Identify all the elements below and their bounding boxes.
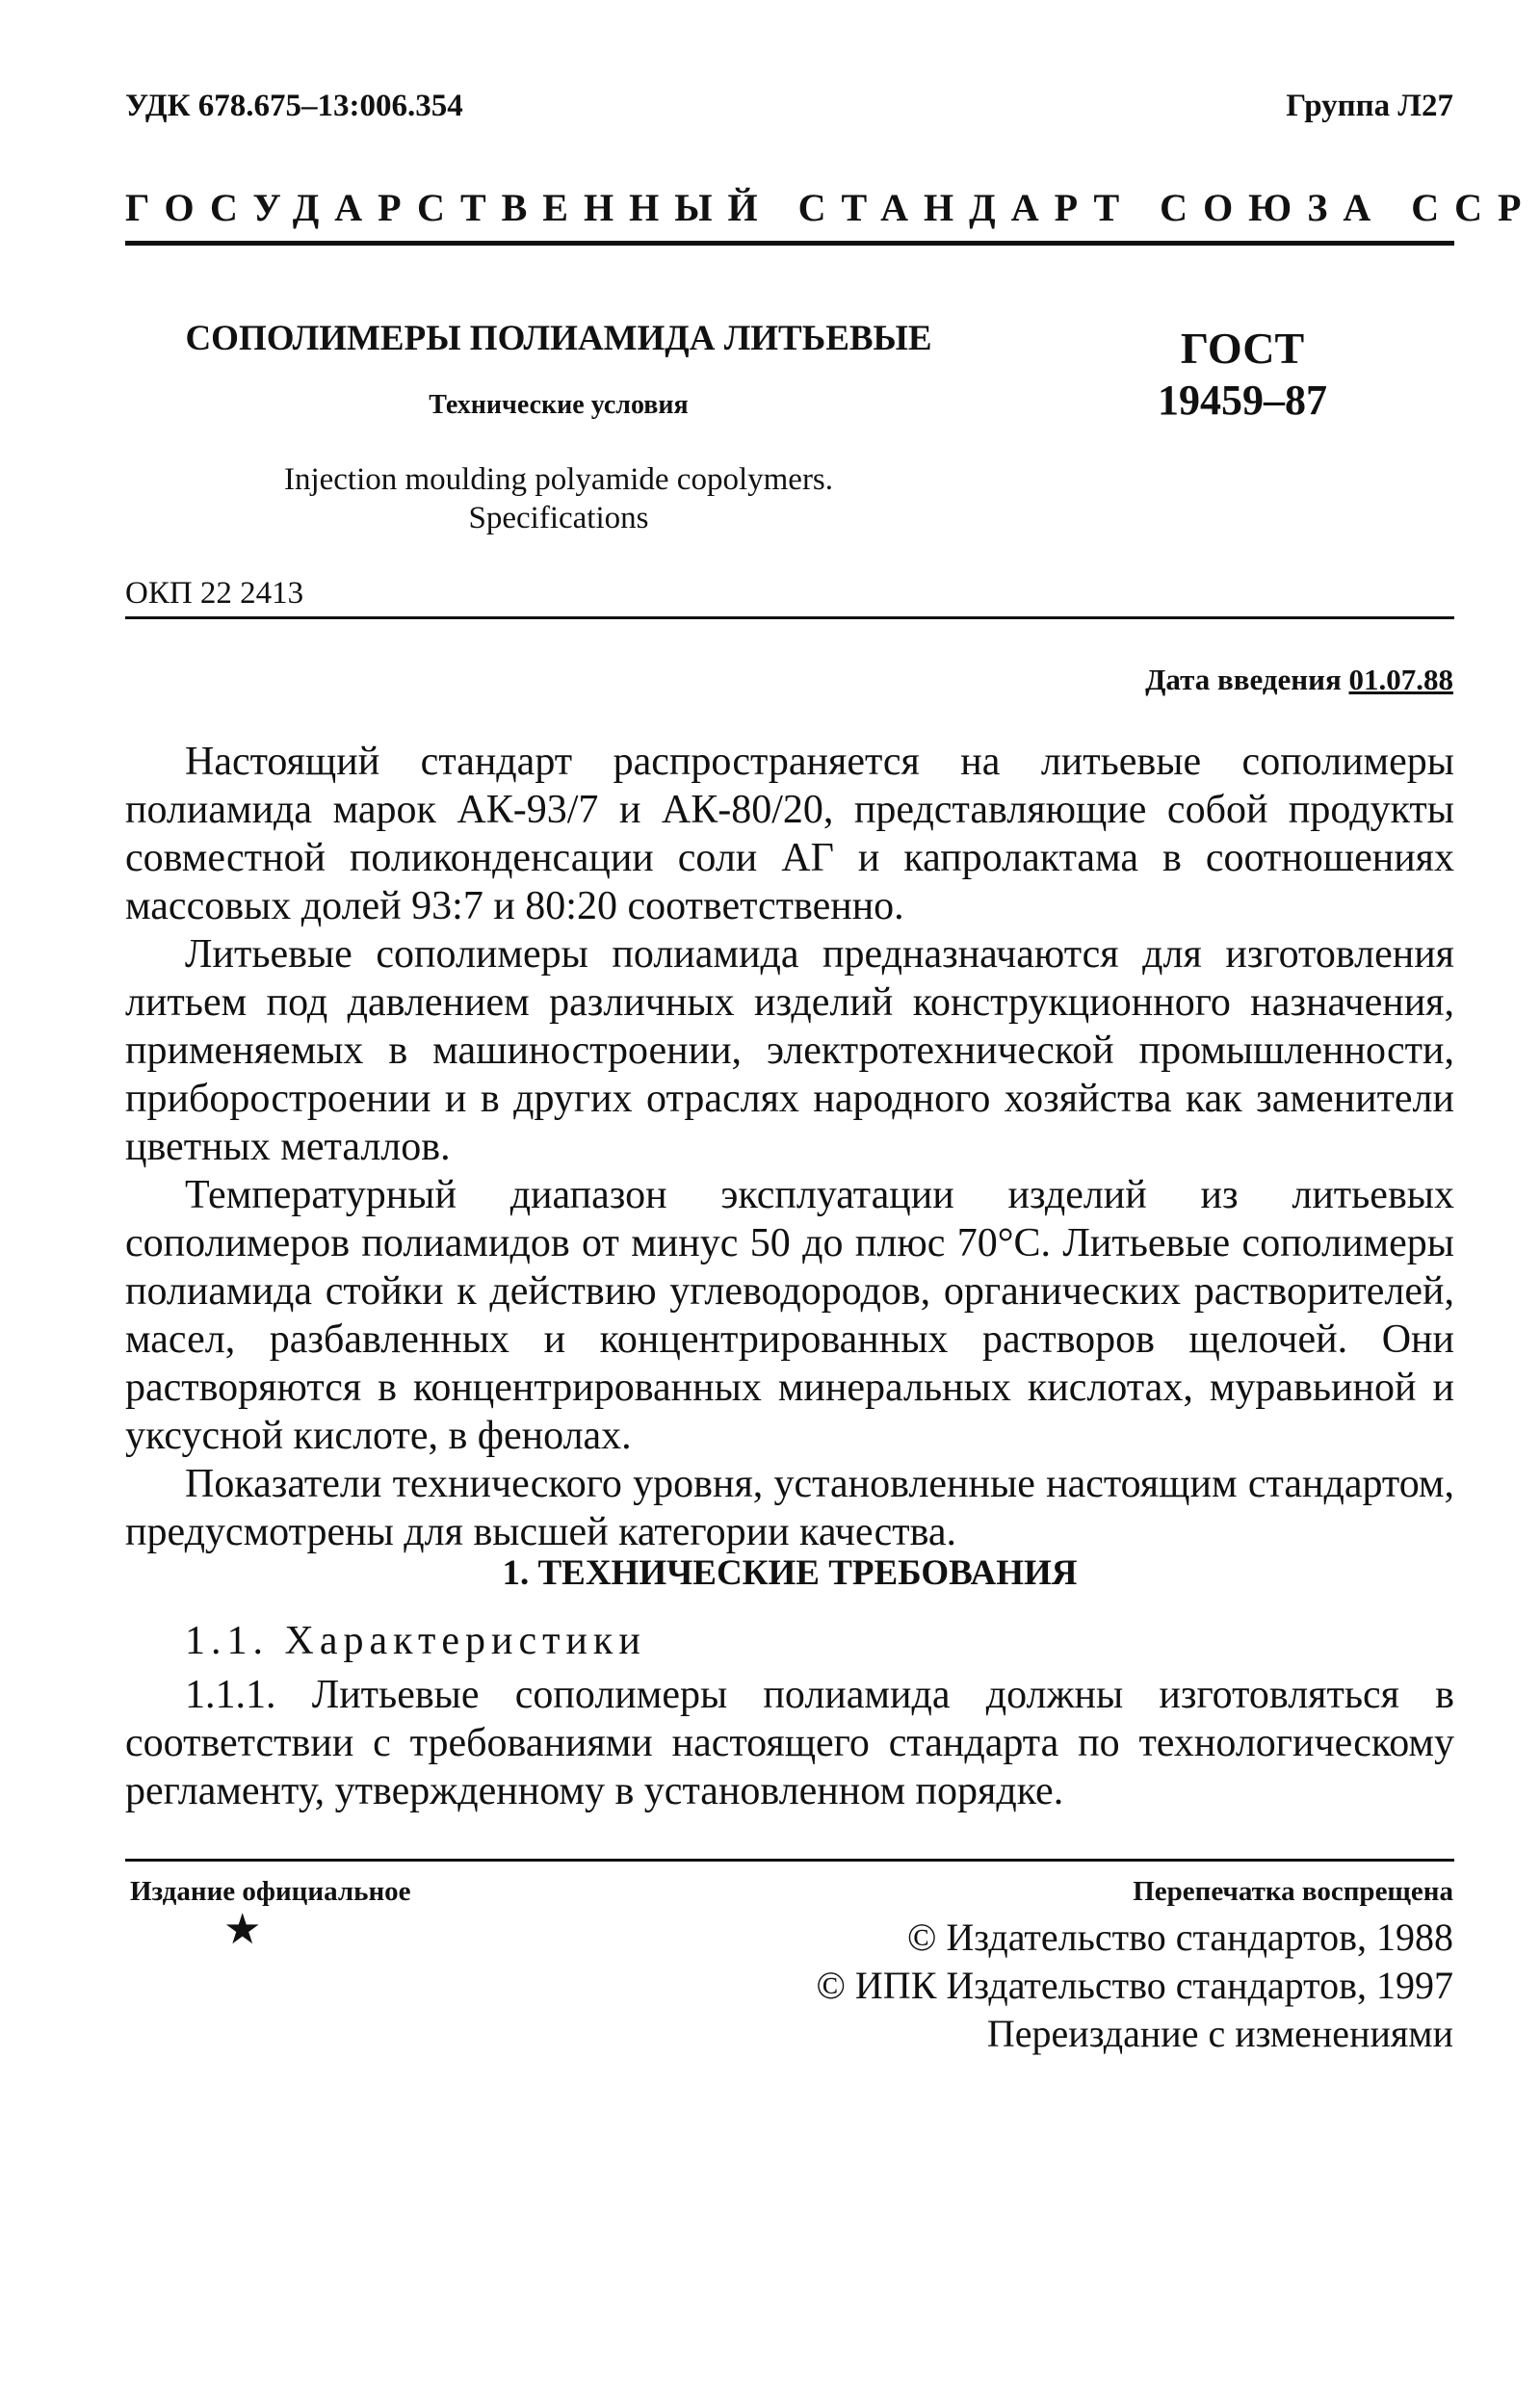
gost-number: 19459–87: [1158, 377, 1327, 424]
paragraph-purpose: Литьевые сополимеры полиамида предназначаются для изготовления литьем под давлением различных изделий конструкционного назначения, применяемых в машиностроении, электротехнической промышленности, приборостроении и в других отраслях народного хозяйства как заменители цветных металлов.: [125, 932, 1454, 1169]
english-title-line2: Specifications: [468, 501, 649, 535]
paragraph-scope: Настоящий стандарт распространяется на литьевые сополимеры полиамида марок АК-93/7 и АК-80/20, представляющие собой продукты совместной поликонденсации соли АГ и капролактама в соотношениях массовых долей 93:7 и 80:20 соответственно.: [125, 740, 1454, 928]
okp-code: ОКП 22 2413: [125, 576, 304, 611]
reissue-note: Переиздание с изменениями: [986, 2012, 1453, 2055]
section-body: [125, 1671, 1454, 1815]
header-rule: [125, 241, 1454, 246]
reprint-prohibited: Перепечатка воспрещена: [1133, 1876, 1453, 1907]
document-title: СОПОЛИМЕРЫ ПОЛИАМИДА ЛИТЬЕВЫЕ: [185, 319, 932, 358]
paragraph-quality: Показатели технического уровня, установленные настоящим стандартом, предусмотрены для высшей категории качества.: [125, 1462, 1454, 1554]
introduction-date: [1145, 663, 1453, 697]
body-text: [125, 738, 1454, 1556]
introduction-date-value: 01.07.88: [1348, 663, 1453, 696]
group-code: Группа Л27: [1286, 89, 1453, 123]
star-icon: ★: [223, 1906, 262, 1953]
okp-rule: [125, 616, 1454, 619]
copyright-1988: © Издательство стандартов, 1988: [906, 1916, 1453, 1959]
paragraph-temperature: Температурный диапазон эксплуатации изделий из литьевых сополимеров полиамидов от минус 50 до плюс 70°С. Литьевые сополимеры полиамида стойки к действию углеводородов, органических растворителей, масел, разбавленных и концентрированных растворов щелочей. Они растворяются в концентрированных минеральных кислотах, муравьиной и уксусной кислоте, в фенолах.: [125, 1173, 1454, 1458]
introduction-date-label: Дата введения: [1145, 663, 1342, 696]
subsection-heading: 1.1. Характеристики: [185, 1619, 646, 1663]
state-standard-heading: ГОСУДАРСТВЕННЫЙ СТАНДАРТ СОЮЗА ССР: [125, 186, 1537, 229]
copyright-1997: © ИПК Издательство стандартов, 1997: [816, 1964, 1453, 2007]
paragraph-1-1-1: 1.1.1. Литьевые сополимеры полиамида должны изготовляться в соответствии с требованиями настоящего стандарта по технологическому регламенту, утвержденному в установленном порядке.: [125, 1673, 1454, 1813]
footer-rule: [125, 1859, 1454, 1862]
udk-code: УДК 678.675–13:006.354: [125, 89, 463, 123]
section-heading: 1. ТЕХНИЧЕСКИЕ ТРЕБОВАНИЯ: [502, 1553, 1078, 1593]
document-subtitle: Технические условия: [429, 390, 689, 420]
official-edition: Издание официальное: [130, 1876, 411, 1907]
gost-label: ГОСТ: [1180, 324, 1305, 373]
english-title-line1: Injection moulding polyamide copolymers.: [283, 462, 834, 497]
